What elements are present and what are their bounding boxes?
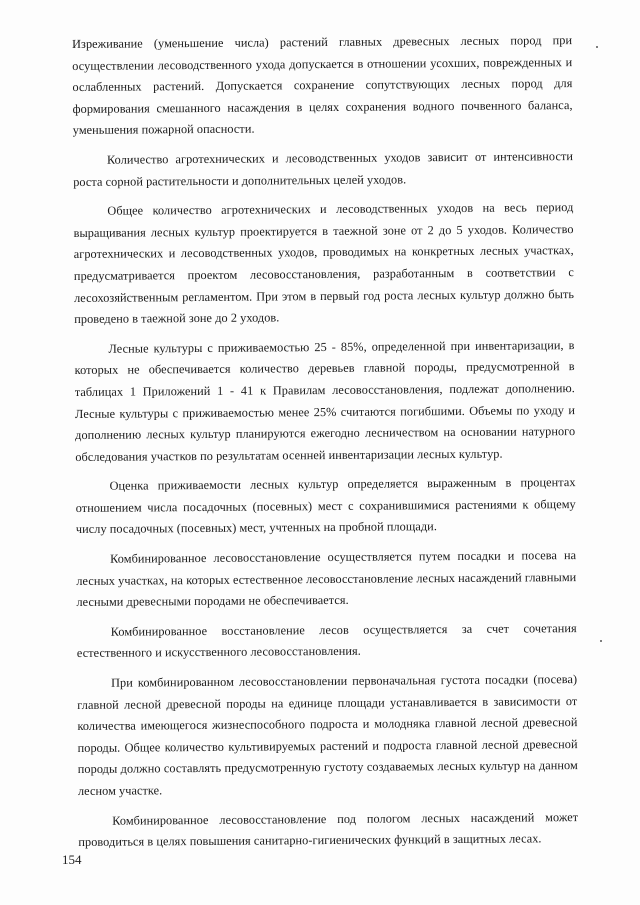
paragraph-combined-restoration: Комбинированное восстановление лесов осуществляется за счет сочетания естественного и искусственного лесовосстановления.	[76, 620, 577, 661]
paragraph-total-care: Общее количество агротехнических и лесоводственных уходов на весь период выращивания лесных культур проектируется в таежной зоне от 2 до 5 уходов. Количество агротехнических и лесоводственных уходов, проводимых на конкретных лесных участках, предусматривается проектом лесовосстановления, разработанным в соответствии с лесохозяйственным регламентом. При этом в первый год роста лесных культур должно быть проведено в таежной зоне до 2 уходов.	[73, 200, 575, 327]
paragraph-survival-rate: Лесные культуры с приживаемостью 25 - 85%, определенной при инвентаризации, в которых не обеспечивается количество деревьев главной породы, предусмотренной в таблицах 1 Приложений 1 - 41 к Правилам лесовосстановления, подлежат дополнению. Лесные культуры с приживаемостью менее 25% считаются погибшими. Объемы по уходу и дополнению лесных культур планируются ежегодно лесничеством на основании натурного обследования участков по результатам осенней инвентаризации лесных культур.	[74, 337, 576, 464]
paragraph-under-canopy: Комбинированное лесовосстановление под пологом лесных насаждений может проводиться в целях повышения санитарно-гигиенических функций в защитных лесах.	[78, 809, 579, 850]
body-text	[72, 30, 578, 862]
paragraph-combined-reforestation: Комбинированное лесовосстановление осуществляется путем посадки и посева на лесных участках, на которых естественное лесовосстановление лесных насаждений главными лесными древесными породами не обеспечивается.	[76, 548, 577, 610]
page-number: 154	[62, 852, 82, 867]
paragraph-survival-assessment: Оценка приживаемости лесных культур определяется выраженным в процентах отношением числа посадочных (посевных) мест с сохранившимися растениями к общему числу посадочных (посевных) мест, учтенных на пробной площади.	[75, 475, 576, 537]
scan-speck	[596, 46, 598, 48]
paragraph-care-count: Количество агротехнических и лесоводственных уходов зависит от интенсивности роста сорной растительности и дополнительных целей уходов.	[73, 149, 574, 189]
paragraph-initial-density: При комбинированном лесовосстановлении первоначальная густота посадки (посева) главной лесной древесной породы на единице площади устанавливается в зависимости от количества имеющегося жизнеспособного подроста и молодняка главной лесной древесной породы. Общее количество культивируемых растений и подроста главной лесной древесной породы должно составлять предусмотренную густоту создаваемых лесных культур на данном лесном участке.	[77, 672, 578, 798]
scan-speck	[600, 640, 602, 642]
paragraph-thinning: Изреживание (уменьшение числа) растений главных древесных лесных пород при осуществлении лесоводственного ухода допускается в отношении усохших, поврежденных и ослабленных растений. Допускается сохранение сопутствующих лесных пород для формирования смешанного насаждения в целях сохранения водного почвенного баланса, уменьшения пожарной опасности.	[72, 33, 573, 138]
